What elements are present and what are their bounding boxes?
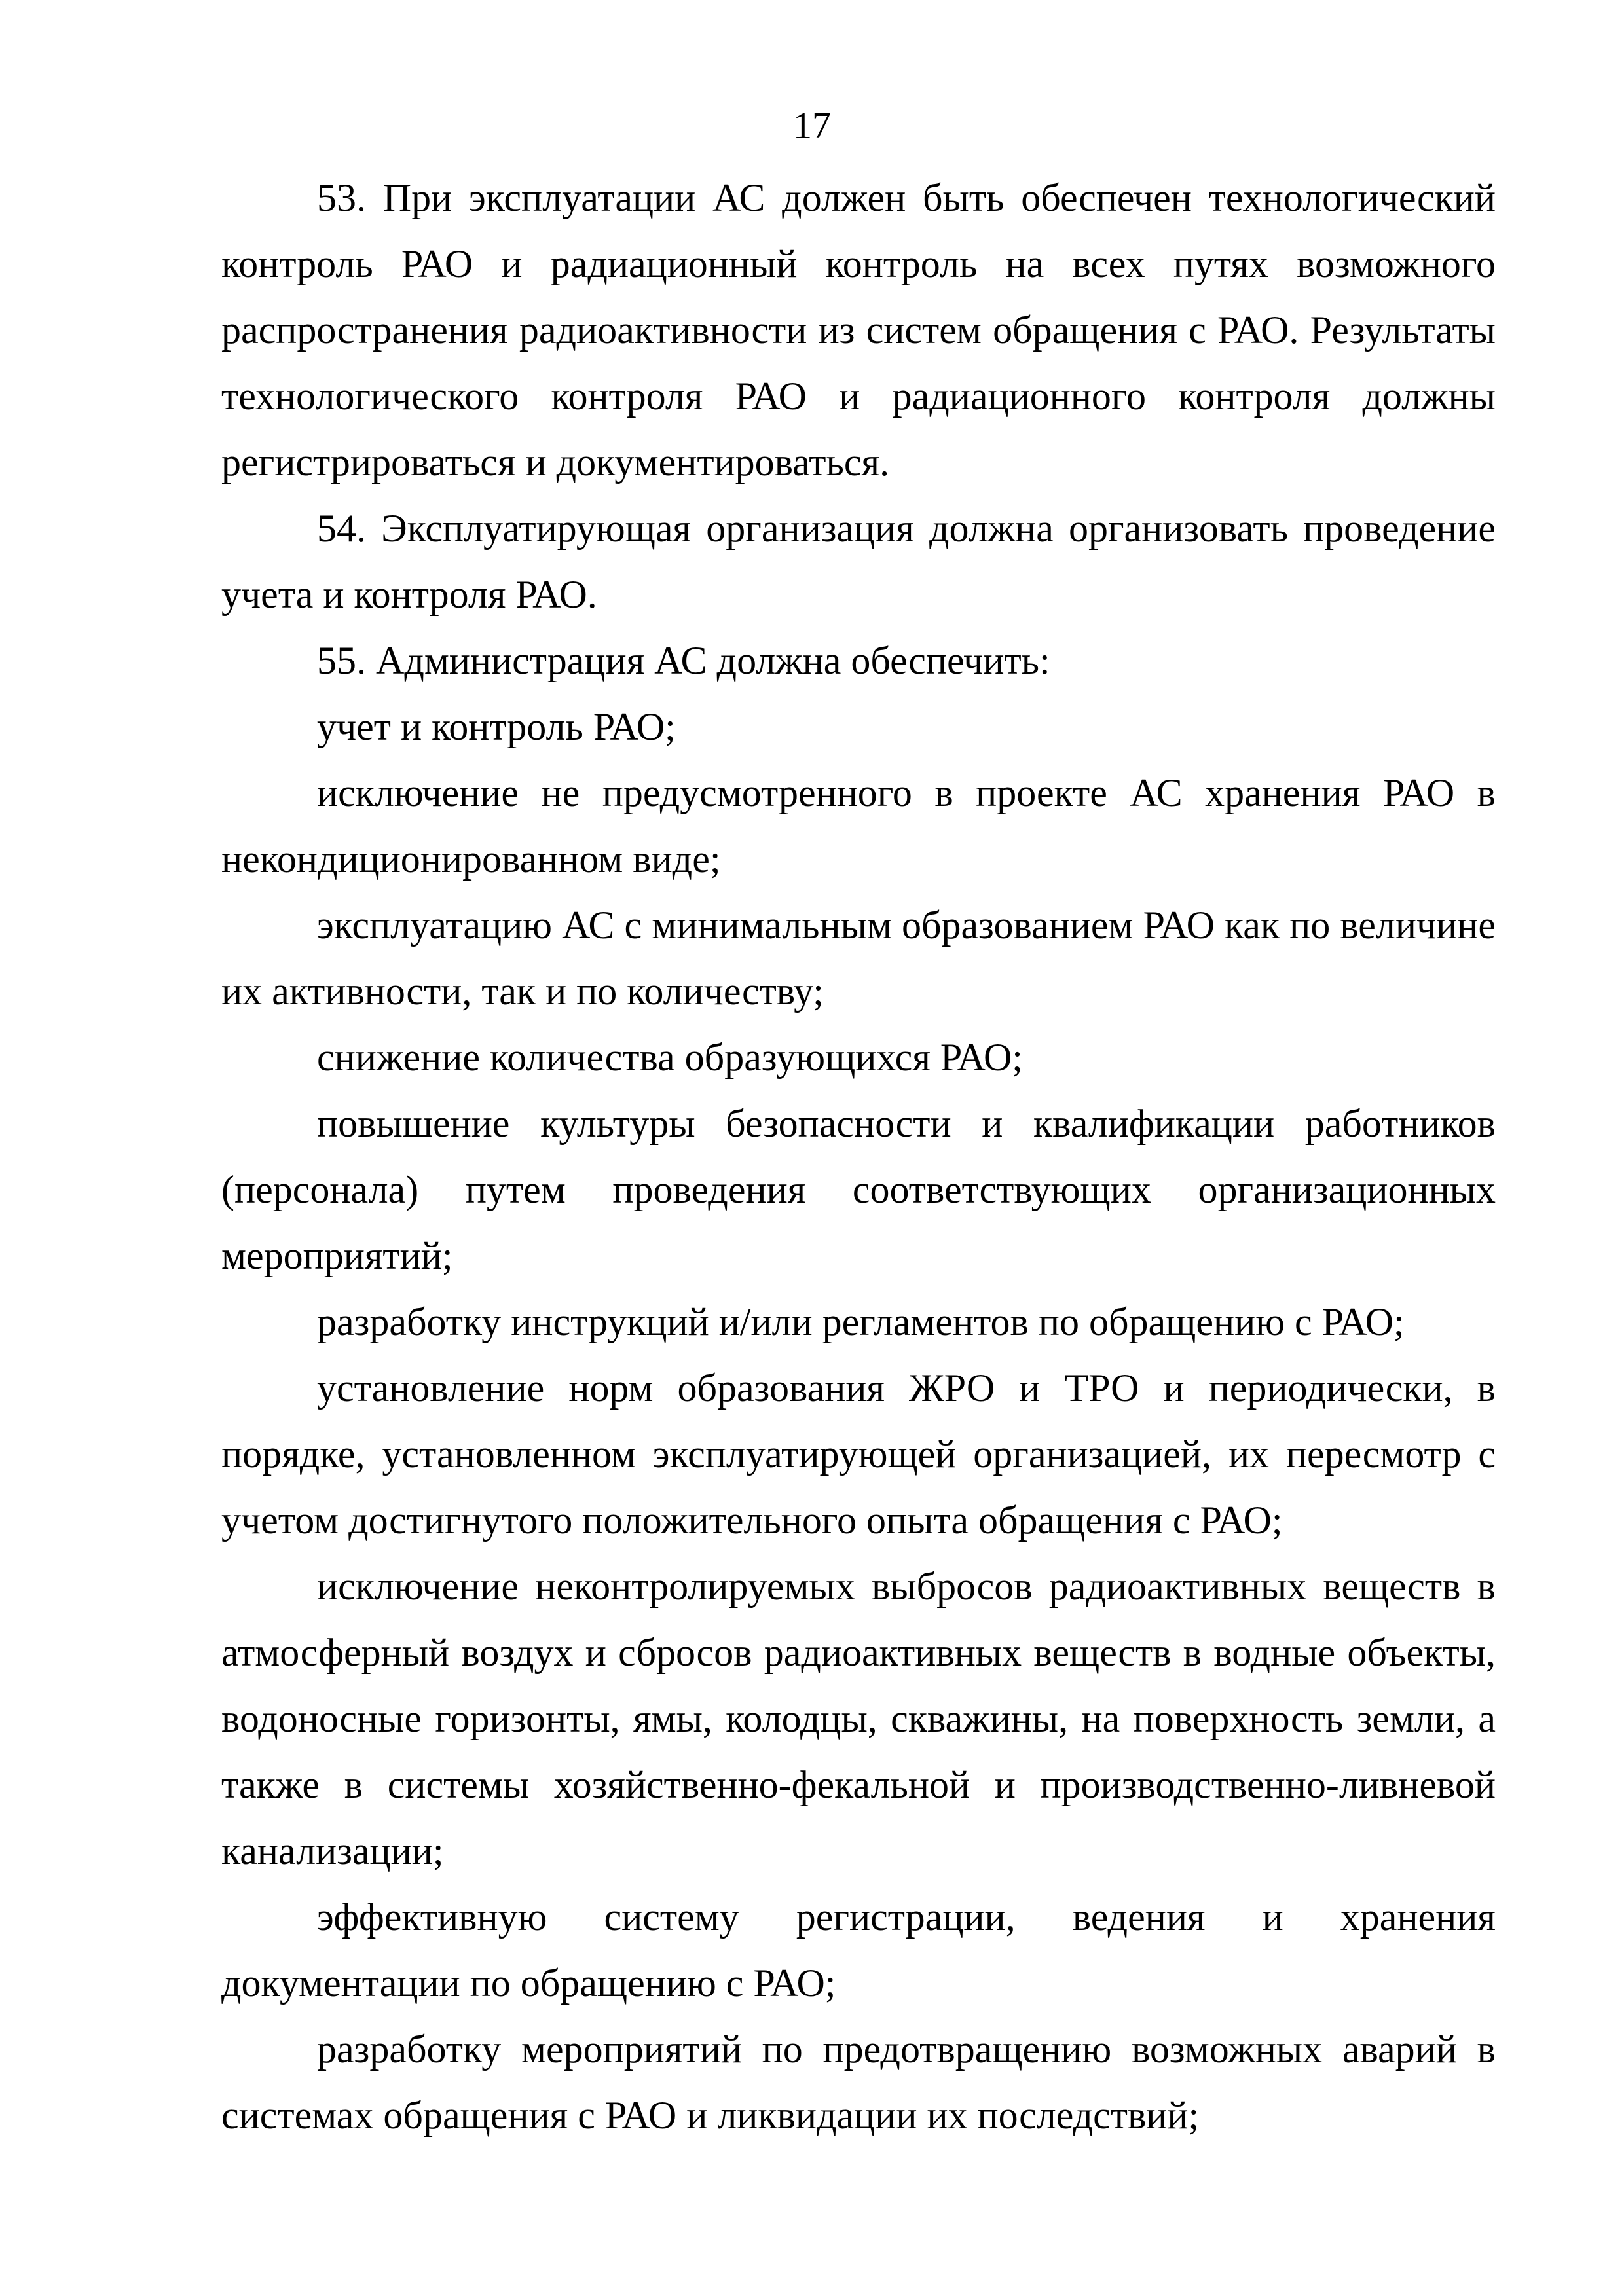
paragraph-53: 53. При эксплуатации АС должен быть обеспечен технологический контроль РАО и радиационный контроль на всех путях возможного распространения радиоактивности из систем обращения с РАО. Результаты технологического контроля РАО и радиационного контроля должны регистрироваться и документироваться. xyxy=(221,176,1496,484)
paragraph-54: 54. Эксплуатирующая организация должна организовать проведение учета и контроля РАО. xyxy=(221,507,1496,616)
list-item: исключение не предусмотренного в проекте АС хранения РАО в некондиционированном виде; xyxy=(221,771,1496,881)
list-item: разработку мероприятий по предотвращению возможных аварий в системах обращения с РАО и ликвидации их последствий; xyxy=(221,2028,1496,2137)
paragraph-55: 55. Администрация АС должна обеспечить: xyxy=(317,639,1050,682)
list-item: снижение количества образующихся РАО; xyxy=(317,1036,1023,1079)
list-item: разработку инструкций и/или регламентов по обращению с РАО; xyxy=(317,1300,1405,1343)
list-item: исключение неконтролируемых выбросов радиоактивных веществ в атмосферный воздух и сбросов радиоактивных веществ в водные объекты, водоносные горизонты, ямы, колодцы, скважины, на поверхность земли, а также в системы хозяйственно-фекальной и производственно-ливневой канализации; xyxy=(221,1565,1496,1872)
list-item: повышение культуры безопасности и квалификации работников (персонала) путем проведения соответствующих организационных мероприятий; xyxy=(221,1102,1496,1277)
document-body xyxy=(221,165,1496,2149)
list-item: эффективную систему регистрации, ведения и хранения документации по обращению с РАО; xyxy=(221,1895,1496,2005)
list-item: эксплуатацию АС с минимальным образованием РАО как по величине их активности, так и по количеству; xyxy=(221,903,1496,1013)
list-item: учет и контроль РАО; xyxy=(317,705,676,748)
list-item: установление норм образования ЖРО и ТРО и периодически, в порядке, установленном эксплуатирующей организацией, их пересмотр с учетом достигнутого положительного опыта обращения с РАО; xyxy=(221,1366,1496,1542)
page-number: 17 xyxy=(793,104,831,147)
